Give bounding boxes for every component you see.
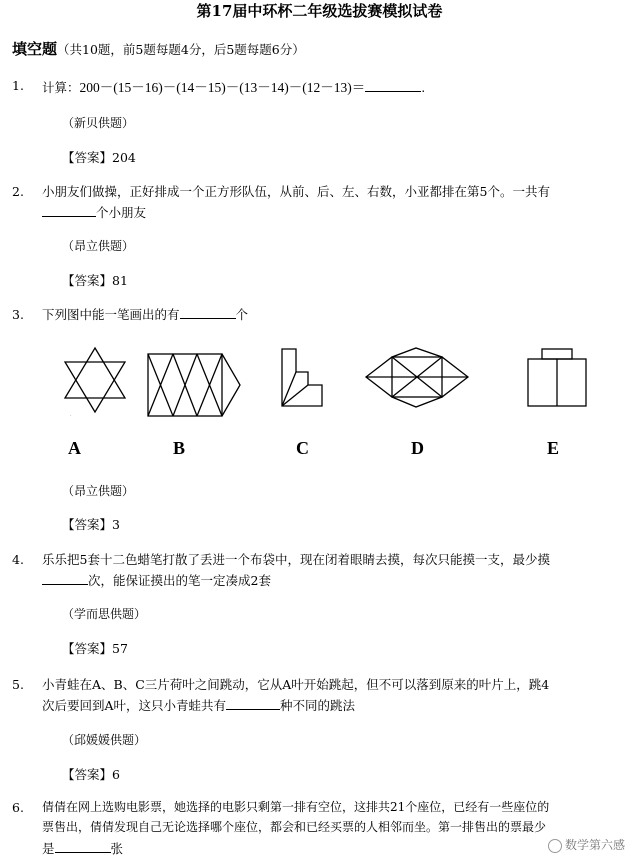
- figure-d-hexagon: [362, 345, 472, 410]
- figure-label-d: D: [411, 438, 424, 458]
- question-6-line1: 倩倩在网上选购电影票，她选择的电影只剩第一排有空位，这排共21个座位，已经有一些座位的: [42, 800, 550, 814]
- question-2-line2: 个小朋友: [42, 203, 146, 221]
- answer-blank: [365, 79, 421, 92]
- section-heading: [12, 38, 305, 59]
- answer-blank: [55, 840, 111, 853]
- question-source: （昂立供题）: [62, 484, 135, 498]
- answer: 【答案】81: [62, 273, 128, 288]
- question-1-text: [42, 76, 425, 96]
- figure-label-e: E: [547, 438, 560, 458]
- q1-prefix: 计算：: [42, 80, 80, 95]
- question-source: （新贝供题）: [62, 116, 135, 130]
- figure-label-c: C: [296, 438, 309, 458]
- figure-e-box: [524, 345, 590, 410]
- question-5-line1: 小青蛙在A、B、C三片荷叶之间跳动，它从A叶开始跳起，但不可以落到原来的叶片上，跳4: [42, 677, 550, 692]
- svg-text:·: ·: [70, 413, 72, 419]
- answer-blank: [180, 306, 236, 319]
- answer-blank: [42, 572, 88, 585]
- question-number: 1.: [12, 78, 24, 93]
- question-source: （邱媛媛供题）: [62, 733, 147, 747]
- question-6-line3: 是 张: [42, 841, 124, 856]
- question-4-line2: 次，能保证摸出的笔一定凑成2套: [42, 571, 271, 589]
- question-5-line2: 次后要回到A叶，这只小青蛙共有 种不同的跳法: [42, 698, 356, 713]
- question-source: （学而思供题）: [62, 607, 147, 621]
- answer: 【答案】3: [62, 517, 120, 532]
- answer-blank: [226, 697, 280, 710]
- watermark: 数学第六感: [548, 836, 625, 853]
- q1-suffix: .: [421, 80, 426, 95]
- figure-c-shape: [278, 345, 328, 410]
- section-note: （共10题，前5题每题4分，后5题每题6分）: [57, 42, 305, 57]
- question-4-line1: 乐乐把5套十二色蜡笔打散了丢进一个布袋中，现在闭着眼睛去摸，每次只能摸一支，最少摸: [42, 552, 550, 567]
- question-2-line1: 小朋友们做操，正好排成一个正方形队伍，从前、后、左、右数，小亚都排在第5个。一共有: [42, 184, 550, 199]
- question-source: （昂立供题）: [62, 239, 135, 253]
- figure-a-star: [50, 340, 140, 420]
- watermark-icon: [548, 839, 562, 853]
- figure-label-b: B: [173, 438, 186, 458]
- section-head: 填空题: [12, 40, 58, 58]
- question-number: 5.: [12, 677, 24, 692]
- answer: 【答案】204: [62, 150, 136, 165]
- question-number: 6.: [12, 800, 24, 815]
- question-number: 3.: [12, 307, 24, 322]
- answer: 【答案】6: [62, 767, 120, 782]
- figure-b-rectangle: [144, 350, 244, 420]
- answer: 【答案】57: [62, 641, 128, 656]
- question-number: 4.: [12, 552, 24, 567]
- answer-blank: [42, 204, 96, 217]
- question-3-text: 下列图中能一笔画出的有 个: [42, 307, 249, 322]
- q1-expression: 200－(15－16)－(14－15)－(13－14)－(12－13)＝: [79, 80, 366, 95]
- question-6-line2: 票售出，倩倩发现自己无论选择哪个座位，都会和已经买票的人相邻而坐。第一排售出的票最少: [42, 820, 547, 834]
- page-title: 第17届中环杯二年级选拔赛模拟试卷: [196, 2, 443, 20]
- figure-label-a: A: [68, 438, 81, 458]
- question-number: 2.: [12, 184, 24, 199]
